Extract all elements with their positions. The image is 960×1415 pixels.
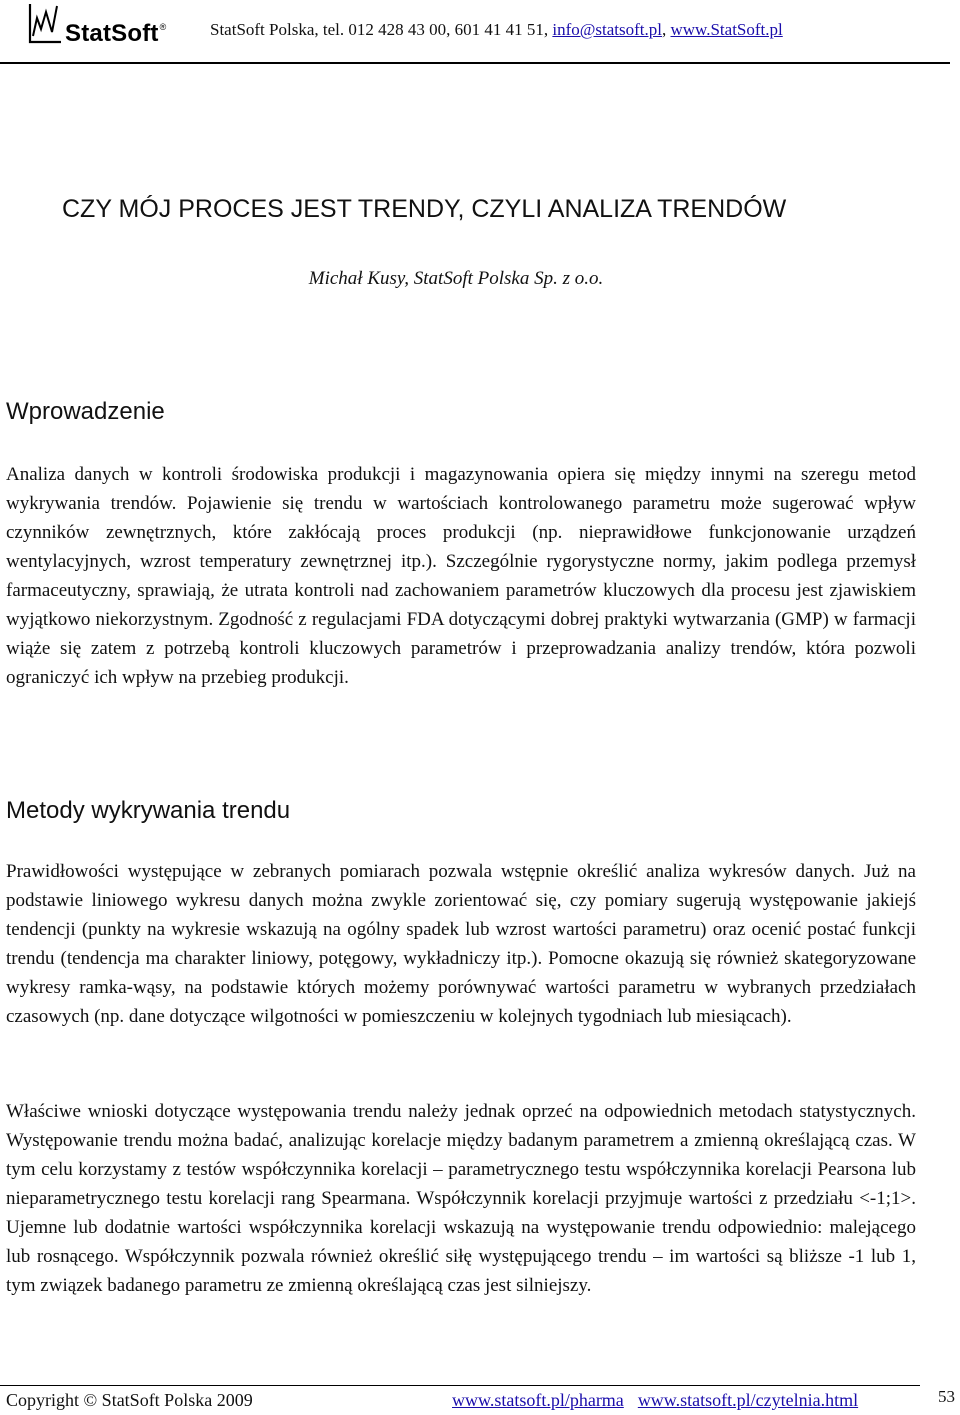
author-line: Michał Kusy, StatSoft Polska Sp. z o.o. [308,268,604,289]
footer-links [452,1390,858,1411]
section-heading-methods: Metody wykrywania trendu [6,797,291,824]
website-link[interactable]: www.StatSoft.pl [670,20,783,39]
methods-paragraph-1: Prawidłowości występujące w zebranych pomiarach pozwala wstępnie określić analiza wykresów danych. Już na podstawie liniowego wykresu danych można zwykle zorientować się, czy pomiary sugerują występowanie jakiejś tendencji (punkty na wykresie wskazują na ogólny spadek lub wzrost wartości parametru) oraz ocenić postać funkcji trendu (tendencja ma charakter liniowy, potęgowy, wykładniczy itp.). Pomocne okazują się również skategoryzowane wykresy ramka-wąsy, na podstawie których możemy porównywać wartości parametru w wybranych przedziałach czasowych (np. dane dotyczące wilgotności w pomieszczeniu w kolejnych tygodniach lub miesiącach). [6,861,916,1027]
chart-logo-icon [28,2,64,46]
separator: , [662,20,671,39]
statsoft-logo [28,2,198,48]
header-contact [210,20,783,40]
section-heading-intro: Wprowadzenie [6,398,165,425]
footer-divider [0,1385,920,1386]
header-divider [0,62,950,64]
email-link[interactable]: info@statsoft.pl [552,20,662,39]
logo-wordmark: StatSoft® [65,20,167,47]
contact-text: StatSoft Polska, tel. 012 428 43 00, 601 41 41 51, [210,20,553,39]
page-number: 53 [938,1387,955,1406]
document-title: CZY MÓJ PROCES JEST TRENDY, CZYLI ANALIZA TRENDÓW [62,195,787,223]
intro-paragraph: Analiza danych w kontroli środowiska produkcji i magazynowania opiera się między innymi na szeregu metod wykrywania trendów. Pojawienie się trendu w wartościach kontrolowanego parametru może sugerować wpływ czynników zewnętrznych, które zakłócają proces produkcji (np. nieprawidłowe funkcjonowanie urządzeń wentylacyjnych, wzrost temperatury zewnętrznej itp.). Szczególnie rygorystyczne normy, jakim podlega przemysł farmaceutyczny, sprawiają, że utrata kontroli nad zachowaniem parametrów kluczowych dla procesu jest zjawiskiem wyjątkowo niekorzystnym. Zgodność z regulacjami FDA dotyczącymi dobrej praktyki wytwarzania (GMP) w farmacji wiąże się zatem z potrzebą kontroli kluczowych parametrów i przeprowadzania analizy trendów, która pozwoli ograniczyć ich wpływ na przebieg produkcji. [6,464,916,688]
page-header [0,0,950,62]
footer-copyright: Copyright © StatSoft Polska 2009 [6,1390,253,1410]
methods-paragraph-2: Właściwe wnioski dotyczące występowania trendu należy jednak oprzeć na odpowiednich metodach statystycznych. Występowanie trendu można badać, analizując korelacje między badanym parametrem a zmienną określającą czas. W tym celu korzystamy z testów współczynnika korelacji – parametrycznego testu współczynnika korelacji Pearsona lub nieparametrycznego testu korelacji rang Spearmana. Współczynnik korelacji przyjmuje wartości z przedziału <-1;1>. Ujemne lub dodatnie wartości współczynnika korelacji wskazują na występowanie trendu odpowiednio: malejącego lub rosnącego. Współczynnik pozwala również określić siłę występującego trendu – im wartości są bliższe -1 lub 1, tym związek badanego parametru ze zmienną określającą czas jest silniejszy. [6,1101,916,1296]
pharma-link[interactable]: www.statsoft.pl/pharma [452,1390,624,1410]
czytelnia-link[interactable]: www.statsoft.pl/czytelnia.html [637,1390,859,1410]
